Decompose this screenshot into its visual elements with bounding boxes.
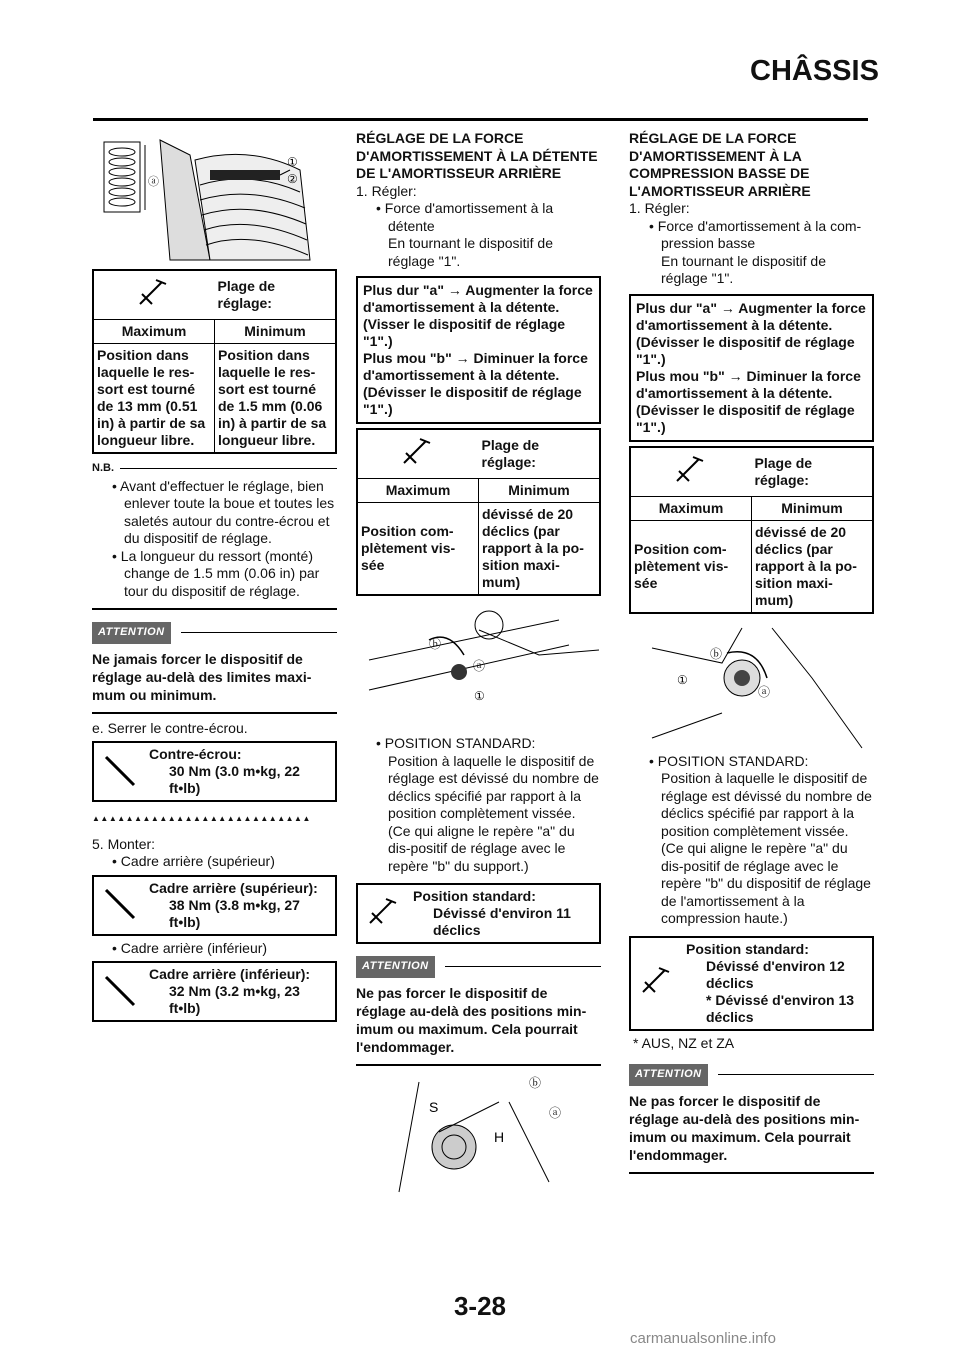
column-1 [92,130,337,1026]
std-box-title: Position standard: [686,940,809,957]
range-table [356,428,601,596]
std-label-text: POSITION STANDARD: [384,735,536,751]
fig-label-a: ⓐ [147,176,159,188]
col-max-header: Maximum [93,320,215,344]
step5-item-text: Cadre arrière (supérieur) [120,853,275,869]
max-value: Position com-plètement vis-sée [357,503,479,596]
step-5: 5. Monter: [92,835,156,852]
nb-item: • La longueur du ressort (monté) change de 1.5 mm (0.06 in) par tour du dispositif de réglage. [112,547,320,599]
torque-table-locknut [92,741,337,802]
step1-item-text: Force d'amortissement à la com-pression basse [657,217,862,251]
section-heading-compression: RÉGLAGE DE LA FORCE D'AMORTISSEMENT À LA COMPRESSION BASSE DE L'AMORTISSEUR ARRIÈRE [629,130,811,199]
min-value: dévissé de 20 déclics (par rapport à la po-sition maxi-mum) [752,520,874,613]
torque-title: Contre-écrou: [149,746,242,762]
torque-table-lower [92,961,337,1022]
range-table [629,446,874,614]
attention-heading [356,956,601,978]
attention-heading [92,622,337,644]
attention-text: Ne pas forcer le dispositif de réglage au-delà des positions min-imum ou maximum. Cela pourrait l'endommager. [629,1092,860,1163]
end-of-procedure-marks: ▲▲▲▲▲▲▲▲▲▲▲▲▲▲▲▲▲▲▲▲▲▲▲▲▲▲ [92,814,311,823]
section-heading-rebound: RÉGLAGE DE LA FORCE D'AMORTISSEMENT À LA DÉTENTE DE L'AMORTISSEUR ARRIÈRE [356,130,598,181]
fig-label-2: ② [286,172,298,186]
std-position-table [356,883,601,944]
attention-text: Ne pas forcer le dispositif de réglage au-delà des positions min-imum ou maximum. Cela pourrait l'endommager. [356,984,587,1055]
step5-item-text: Cadre arrière (inférieur) [120,939,268,956]
nb-label: N.B. [92,462,114,474]
step-e: e. Serrer le contre-écrou. [92,719,248,736]
fig-label-b: ⓑ [709,646,722,661]
compression-adjuster-figure [632,618,872,753]
std-text: Position à laquelle le dispositif de réglage est dévissé du nombre de déclics spécifié par rapport à la position complètement vissée. (Ce qui aligne le repère "a" du dis-positif de réglage avec le repère "b" du support.) [388,752,599,874]
torque-value: 32 Nm (3.2 m•kg, 23 ft•lb) [169,983,300,1016]
step1-item: • Force d'amortissement à la détente [376,200,554,234]
direction-softer: Plus mou "b" → Diminuer la force d'amortissement à la détente. (Dévisser le dispositif de réglage "1".) [636,367,861,435]
step1-item-text: Force d'amortissement à la détente [384,200,554,234]
max-value: Position dans laquelle le res-sort est tourné de 13 mm (0.51 in) à partir de sa longueur libre. [93,344,215,454]
max-value: Position com-plètement vis-sée [630,520,752,613]
direction-softer: Plus mou "b" → Diminuer la force d'amortissement à la détente. (Dévisser le dispositif de réglage "1".) [363,350,588,417]
column-2 [356,130,601,1212]
std-position-table [629,936,874,1031]
col-max-header: Maximum [630,496,752,520]
step1-sub: En tournant le dispositif de [388,235,553,251]
nb-heading [92,460,337,478]
wrench-spec-icon [93,270,215,320]
attention-badge: ATTENTION [356,956,435,978]
spring-range-table [92,269,337,454]
range-title: Plage de réglage: [215,270,337,320]
step1-item: • Force d'amortissement à la com-pression basse [649,217,862,251]
std-box-title: Position standard: [413,888,536,904]
page-number: 3-28 [453,1291,507,1321]
column-3 [629,130,874,1180]
attention-end-rule [356,1064,601,1066]
std-label-text: POSITION STANDARD: [657,752,809,769]
watermark: carmanualsonline.info [630,1330,776,1347]
attention-end-rule [629,1172,874,1174]
fig-label-a: ⓐ [472,659,485,673]
fig-label-b: ⓑ [428,637,441,651]
step5-item: • Cadre arrière (inférieur) [112,939,268,956]
rebound-adjuster-figure [359,600,599,735]
header-rule [93,118,868,121]
nb-item-text: Avant d'effectuer le réglage, bien enlever toute la boue et toutes les saletés autour du contre-écrou et du dispositif de réglage. [120,477,335,546]
torque-value: 30 Nm (3.0 m•kg, 22 ft•lb) [169,763,300,796]
min-value: Position dans laquelle le res-sort est tourné de 1.5 mm (0.06 in) à partir de sa longueur libre. [215,344,337,454]
step5-item: • Cadre arrière (supérieur) [112,853,275,869]
col-min-header: Minimum [752,496,874,520]
fig-mark-s: S [428,1098,438,1115]
torque-table-upper [92,875,337,936]
std-label: • POSITION STANDARD: [376,735,536,751]
std-box-value: Dévissé d'environ 11 déclics [433,905,571,938]
wrench-spec-icon [630,447,752,497]
nb-end-rule [92,608,337,610]
nb-item: • Avant d'effectuer le réglage, bien enlever toute la boue et toutes les saletés autour du contre-écrou et du dispositif de réglage. [112,477,335,546]
step1-sub: réglage "1". [388,252,461,269]
fig-label-1: ① [473,689,485,703]
col-max-header: Maximum [357,479,479,503]
attention-end-rule [92,712,337,714]
nb-item-text: La longueur du ressort (monté) change de 1.5 mm (0.06 in) par tour du dispositif de réglage. [120,547,320,599]
wrench-spec-icon [630,937,683,1030]
step-1: 1. Régler: [356,182,417,199]
attention-heading [629,1064,874,1086]
fig-label-b: ⓑ [528,1075,541,1090]
fig-label-a: ⓐ [548,1105,561,1120]
attention-text: Ne jamais forcer le dispositif de réglage au-delà des limites maxi-mum ou minimum. [92,650,312,703]
wrench-spec-icon [357,884,410,943]
footnote: * AUS, NZ et ZA [633,1034,735,1051]
fig-label-1: ① [676,672,688,687]
std-text: Position à laquelle le dispositif de réglage est dévissé du nombre de déclics spécifié par rapport à la position complètement vissée. (Ce qui aligne le repère "a" du dis-positif de réglage avec le repère "b" du dispositif de réglage de l'amortissement à la compression haute.) [661,770,872,926]
page-header-title: CHÂSSIS [750,55,879,87]
std-label: • POSITION STANDARD: [649,752,809,769]
min-value: dévissé de 20 déclics (par rapport à la po-sition maxi-mum) [479,503,601,596]
step1-sub: réglage "1". [661,270,734,286]
step-1: 1. Régler: [629,200,690,216]
fig-label-1: ① [286,155,298,169]
torque-wrench-icon [93,962,146,1021]
adjuster-dial-figure [379,1072,579,1212]
torque-value: 38 Nm (3.8 m•kg, 27 ft•lb) [169,896,300,930]
torque-title: Cadre arrière (inférieur): [149,966,311,982]
wrench-spec-icon [357,429,479,479]
torque-title: Cadre arrière (supérieur): [149,879,318,896]
attention-badge: ATTENTION [629,1064,708,1086]
direction-table [356,276,601,424]
std-box-value: Dévissé d'environ 12 déclics [706,957,845,991]
step1-sub: En tournant le dispositif de [661,252,826,269]
attention-badge: ATTENTION [92,622,171,644]
range-title: Plage de réglage: [752,447,874,497]
direction-harder: Plus dur "a" → Augmenter la force d'amortissement à la détente. (Dévisser le dispositif de réglage "1".) [636,299,866,367]
torque-wrench-icon [93,742,146,801]
spring-preload-figure [100,130,330,265]
fig-label-a: ⓐ [757,684,770,699]
torque-wrench-icon [93,876,146,935]
col-min-header: Minimum [215,320,337,344]
direction-table [629,294,874,442]
range-title: Plage de réglage: [479,429,601,479]
fig-mark-h: H [493,1128,504,1145]
std-box-value-alt: * Dévissé d'environ 13 déclics [706,991,855,1025]
col-min-header: Minimum [479,479,601,503]
direction-harder: Plus dur "a" → Augmenter la force d'amortissement à la détente. (Visser le dispositif de réglage "1".) [363,282,593,349]
